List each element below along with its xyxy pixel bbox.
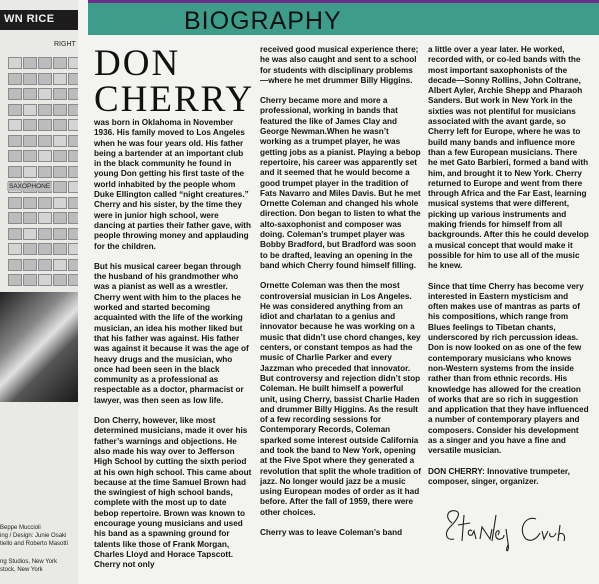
keyboard-key — [53, 181, 67, 193]
keyboard-key — [38, 212, 52, 224]
credit-line: stock, New York — [0, 567, 43, 573]
keyboard-key — [8, 212, 22, 224]
keyboard-key — [23, 259, 37, 271]
left-panel-strip — [0, 0, 78, 584]
keyboard-key — [8, 166, 22, 178]
article-column-2 — [260, 45, 421, 548]
keyboard-key — [68, 150, 78, 162]
paragraph: received good musical experience there; he was also caught and sent to a school for students with disciplinary problems—where he met drummer Billy Higgins. — [260, 45, 419, 85]
credit-line: Beppe Muccioli — [0, 525, 41, 531]
keyboard-key — [23, 57, 37, 69]
headline-first-name: DON — [94, 43, 181, 84]
keyboard-key — [53, 166, 67, 178]
keyboard-key — [8, 243, 22, 255]
article-column-1 — [94, 118, 252, 580]
keyboard-key — [23, 150, 37, 162]
paragraph: Since that time Cherry has become very interested in Eastern mysticism and often makes use of mantras as parts of his compositions, which range from Blues feelings to Tibetan chants, underscored by rich percussion ideas. Don is now looked on as one of the few contemporary musicians who knows non-Western systems from the inside rather than from ethnic records. His knowledge has allowed for the creation of works that are so rich in suggestion and application that they have influenced a number of contemporary players and composers. Consider his development as a singer and you have a fine and versatile musician. — [428, 281, 589, 456]
page-title: BIOGRAPHY — [184, 7, 342, 35]
paragraph: a little over a year later. He worked, recorded with, or co-led bands with the most important saxophonists of the decade—Sonny Rollins, John Coltrane, Albert Ayler, Archie Shepp and Pharaoh Sanders. But work in New York in the sixties was not plentiful for musicians associated with the avant garde, so Cherry left for Europe, where he was to build many bands and influence more than a few European musicians. There he met Gato Barbieri, formed a band with him, and brought it to New York. Cherry returned to Europe and went from there through Africa and the Far East, learning musical systems that were different, picking up various instruments and making friends for himself from all backgrounds. After this he could develop a musical concept that would make it possible for him to use all of the music he knew. — [428, 45, 589, 271]
paragraph: Ornette Coleman was then the most controversial musician in Los Angeles. He was considered anything from an idiot and charlatan to a genius and innovator because he was working on a music that didn’t use chord changes, key centers, or constant tempos as had the music of Charlie Parker and every Jazzman who preceded that innovator. But controversy and rejection didn’t stop Coleman. He built himself a powerful unit, using Cherry, bassist Charlie Haden and drummer Billy Higgins. As the result of a few recording sessions for Contemporary Records, Coleman sparked some interest outside California and took the band to New York, opening at the Five Spot where they generated a revolution that split the whole tradition of jazz. No longer would jazz be a music using European modes of order as it had before. After the fall of 1959, there were other choices. — [260, 281, 422, 517]
keyboard-key — [53, 212, 67, 224]
keyboard-key — [23, 274, 37, 286]
keyboard-key — [8, 197, 22, 209]
keyboard-key — [68, 259, 78, 271]
keyboard-key — [38, 150, 52, 162]
keyboard-key — [38, 104, 52, 116]
keyboard-key — [68, 212, 78, 224]
keyboard-key — [68, 119, 78, 131]
paragraph: was born in Oklahoma in November 1936. His family moved to Los Angeles when he was four years old. His father being a bartender at an important club in the black community he found in young Don getting his first taste of the world inhabited by the people whom Duke Ellington called “night creatures.” Cherry and his sister, by the time they were in junior high school, were dancing at parties their father gave, with people throwing money and applauding for the children. — [94, 118, 251, 251]
keyboard-key — [38, 73, 52, 85]
keyboard-key — [53, 104, 67, 116]
keyboard-key — [53, 259, 67, 271]
biography-header-bar — [88, 0, 599, 35]
keyboard-key — [38, 274, 52, 286]
credit-line: tiello and Roberto Masotti — [0, 541, 69, 547]
keyboard-key — [23, 228, 37, 240]
keyboard-key — [8, 228, 22, 240]
keyboard-key — [23, 119, 37, 131]
keyboard-key — [53, 119, 67, 131]
keyboard-key — [53, 197, 67, 209]
keyboard-key — [8, 104, 22, 116]
keyboard-key — [68, 274, 78, 286]
keyboard-key — [53, 150, 67, 162]
keyboard-key — [68, 135, 78, 147]
keyboard-key — [23, 73, 37, 85]
keyboard-key — [53, 243, 67, 255]
headline-last-name: CHERRY — [94, 79, 255, 120]
keyboard-key — [38, 119, 52, 131]
keyboard-key — [23, 88, 37, 100]
article-column-3 — [428, 45, 589, 497]
left-panel-header — [0, 10, 78, 30]
keyboard-key — [23, 166, 37, 178]
paragraph: Cherry became more and more a professional, working in bands that featured the like of James Clay and George Newman.When he wasn’t working as a trumpet player, he was getting jobs as a pianist. Playing a bebop repertoire, his career was apparently set and it seemed that he would become a good trumpet player in the tradition of Fats Navarro and Miles Davis. But he met Ornette Coleman and changed his whole direction. Don began to listen to what the alto-saxophonist and composer was doing. Coleman’s trumpet player was Bobby Bradford, but Bradford was soon to be drafted, leaving an opening in the band which Cherry found himself filling. — [260, 96, 421, 270]
keyboard-key — [23, 212, 37, 224]
keyboard-key — [38, 57, 52, 69]
article-headline — [94, 43, 255, 120]
keyboard-key — [53, 73, 67, 85]
keyboard-key — [53, 57, 67, 69]
left-panel-header-text: WN RICE — [4, 13, 55, 25]
keyboard-key — [38, 228, 52, 240]
credit-line: ng Studios, New York — [0, 559, 58, 565]
keyboard-key — [8, 119, 22, 131]
keyboard-key — [53, 228, 67, 240]
keyboard-key — [68, 88, 78, 100]
keyboard-key — [68, 104, 78, 116]
keyboard-key — [23, 243, 37, 255]
keyboard-key — [8, 259, 22, 271]
saxophone-label: SAXOPHONE — [9, 183, 51, 190]
keyboard-key — [23, 135, 37, 147]
credit-line: ing / Design: Junie Osaki — [0, 533, 67, 539]
keyboard-key — [38, 243, 52, 255]
keyboard-key — [38, 197, 52, 209]
header-accent-stripe — [88, 0, 599, 3]
keyboard-key — [68, 228, 78, 240]
keyboard-key — [38, 135, 52, 147]
keyboard-key — [53, 274, 67, 286]
paragraph: Cherry was to leave Coleman’s band — [260, 528, 403, 538]
author-signature — [438, 505, 568, 555]
keyboard-key — [8, 57, 22, 69]
keyboard-key — [68, 197, 78, 209]
keyboard-key — [53, 88, 67, 100]
keyboard-key — [68, 181, 78, 193]
keyboard-key — [8, 135, 22, 147]
keyboard-key — [68, 166, 78, 178]
keyboard-key — [68, 57, 78, 69]
keyboard-key — [8, 150, 22, 162]
author-tagline: DON CHERRY: Innovative trumpeter, composer, singer, organizer. — [428, 466, 570, 486]
instrument-photo — [0, 292, 78, 402]
keyboard-key — [23, 197, 37, 209]
keyboard-key — [8, 73, 22, 85]
keyboard-key — [23, 104, 37, 116]
keyboard-key — [53, 135, 67, 147]
keyboard-key — [8, 274, 22, 286]
paragraph: Don Cherry, however, like most determined musicians, made it over his father’s warnings and objections. He also made his way over to Jefferson High School by cutting the sixth period at his own high school. This came about because at the time Samuel Brown had the swingiest of high school bands, complete with the most up to date bebop repertoire. Brown was known to encourage young musicians and used his band as a spawning ground for talents like those of Frank Morgan, Charles Lloyd and Horace Tapscott. Cherry not only — [94, 416, 252, 570]
keyboard-key — [8, 88, 22, 100]
keyboard-key — [68, 73, 78, 85]
keyboard-key — [38, 166, 52, 178]
paragraph: But his musical career began through the husband of his grandmother who was a pianist as well as a wrestler. Cherry went with him to the places he worked and started becoming acquainted with the life of the working musician, an idea his mother liked but that his father was against. His father was against it because it was the age of heavy drugs and the musician, who once had been seen in the black community as a professional as respectable as a doctor, pharmacist or lawyer, was then seen as low life. — [94, 261, 249, 405]
keyboard-key — [38, 88, 52, 100]
keyboard-key — [68, 243, 78, 255]
right-label: RIGHT — [54, 41, 76, 48]
keyboard-graphic — [8, 57, 78, 289]
keyboard-key — [38, 259, 52, 271]
